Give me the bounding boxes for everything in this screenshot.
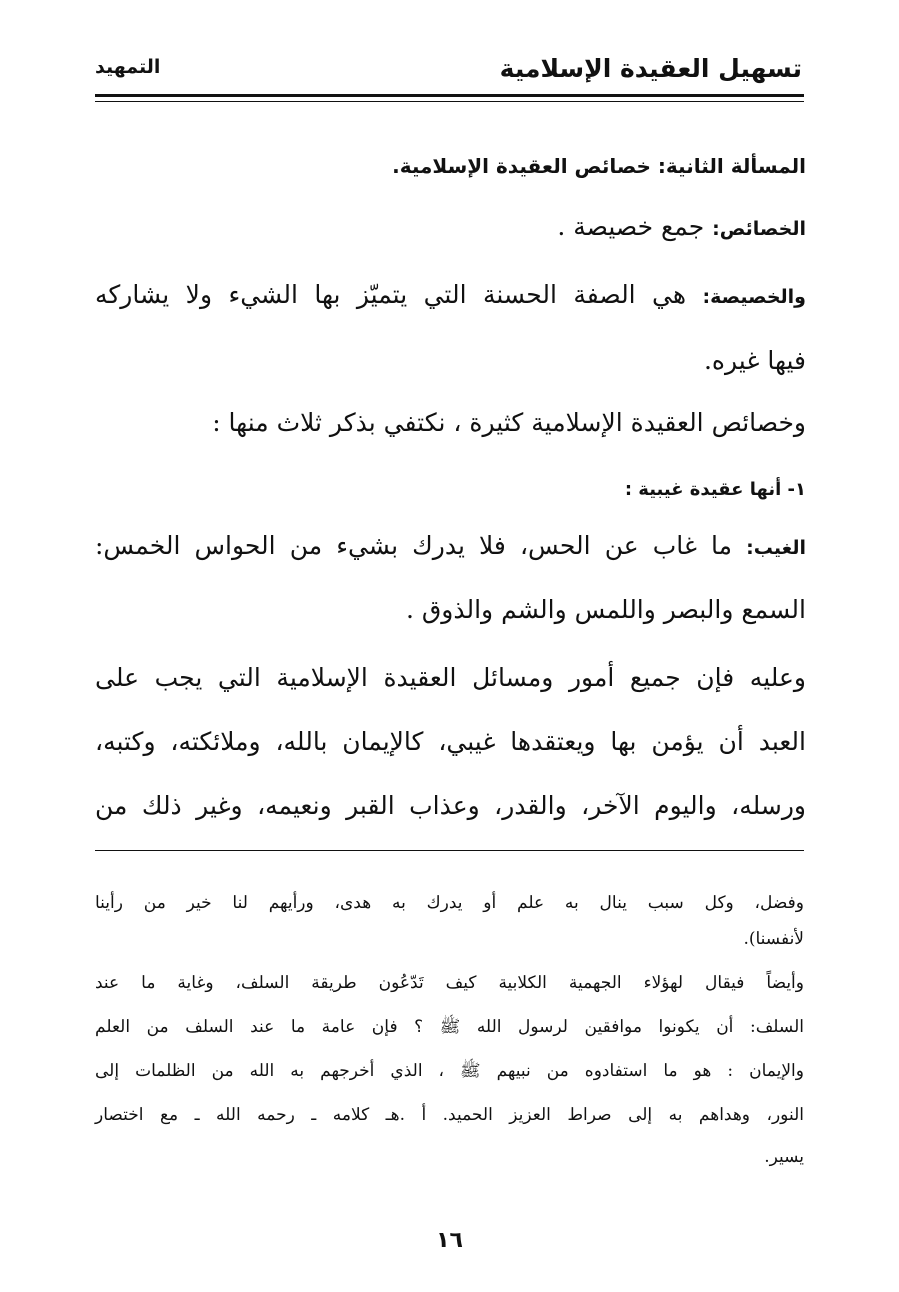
footnote-line-6: النور، وهداهم به إلى صراط العزيز الحميد. أ .هـ كلامه ـ رحمه الله ـ مع اختصار — [95, 1105, 804, 1125]
footnote-line-4: السلف: أن يكونوا موافقين لرسول الله ﷺ ؟ فإن عامة ما عند السلف من العلم — [95, 1017, 804, 1037]
footnote-line-1: وفضل، وكل سبب ينال به علم أو يدرك به هدى، ورأيهم لنا خير من رأينا — [95, 893, 804, 913]
section-title: التمهيد — [95, 56, 161, 78]
term-khasais: الخصائص: — [712, 218, 806, 240]
footnote-line-7: يسير. — [764, 1147, 804, 1167]
footnote-line-3: وأيضاً فيقال لهؤلاء الجهمية الكلابية كيف تَدّعُون طريقة السلف، وغاية ما عند — [95, 973, 804, 993]
subheading-ghaybiyya — [95, 472, 806, 505]
main-text — [95, 150, 806, 821]
issue-heading — [95, 150, 806, 180]
definition-ghayb-line-1 — [95, 531, 806, 563]
subheading-ghaybiyya-text: ١- أنها عقيدة غيبية : — [624, 479, 806, 500]
running-header — [95, 48, 804, 98]
term-ghayb: الغيب: — [746, 537, 806, 559]
definition-ghayb-line-2: السمع والبصر واللمس والشم والذوق . — [406, 595, 806, 624]
page-number: ١٦ — [436, 1228, 463, 1253]
issue-heading-text: المسألة الثانية: خصائص العقيدة الإسلامية. — [392, 154, 806, 178]
definition-khasisa-line-1 — [95, 280, 806, 312]
definition-ghayb-text: ما غاب عن الحس، فلا يدرك بشيء من الحواس الخمس: — [95, 531, 747, 560]
definition-khasais-text: جمع خصيصة . — [557, 212, 713, 241]
characteristics-intro: وخصائص العقيدة الإسلامية كثيرة ، نكتفي بذكر ثلاث منها : — [212, 408, 806, 437]
header-rule-thick — [95, 94, 804, 97]
footnotes — [95, 893, 804, 1167]
definition-khasais — [95, 212, 806, 244]
book-title: تسهيل العقيدة الإسلامية — [499, 54, 802, 83]
header-rule-thin — [95, 101, 804, 102]
footnote-line-5: والإيمان : هو ما استفادوه من نبيهم ﷺ ، الذي أخرجهم به الله من الظلمات إلى — [95, 1061, 804, 1081]
term-khasisa: والخصيصة: — [702, 286, 806, 308]
paragraph-line-1: وعليه فإن جميع أمور ومسائل العقيدة الإسلامية التي يجب على — [95, 663, 806, 692]
paragraph-line-3: ورسله، واليوم الآخر، والقدر، وعذاب القبر ونعيمه، وغير ذلك من — [95, 791, 806, 820]
footnote-separator — [95, 850, 804, 851]
definition-khasisa-line-2: فيها غيره. — [703, 346, 806, 375]
footnote-line-2: لأنفسنا). — [743, 929, 804, 949]
paragraph-line-2: العبد أن يؤمن بها ويعتقدها غيبي، كالإيمان بالله، وملائكته، وكتبه، — [95, 727, 806, 756]
definition-khasisa-text: هي الصفة الحسنة التي يتميّز بها الشيء ولا يشاركه — [95, 280, 703, 309]
